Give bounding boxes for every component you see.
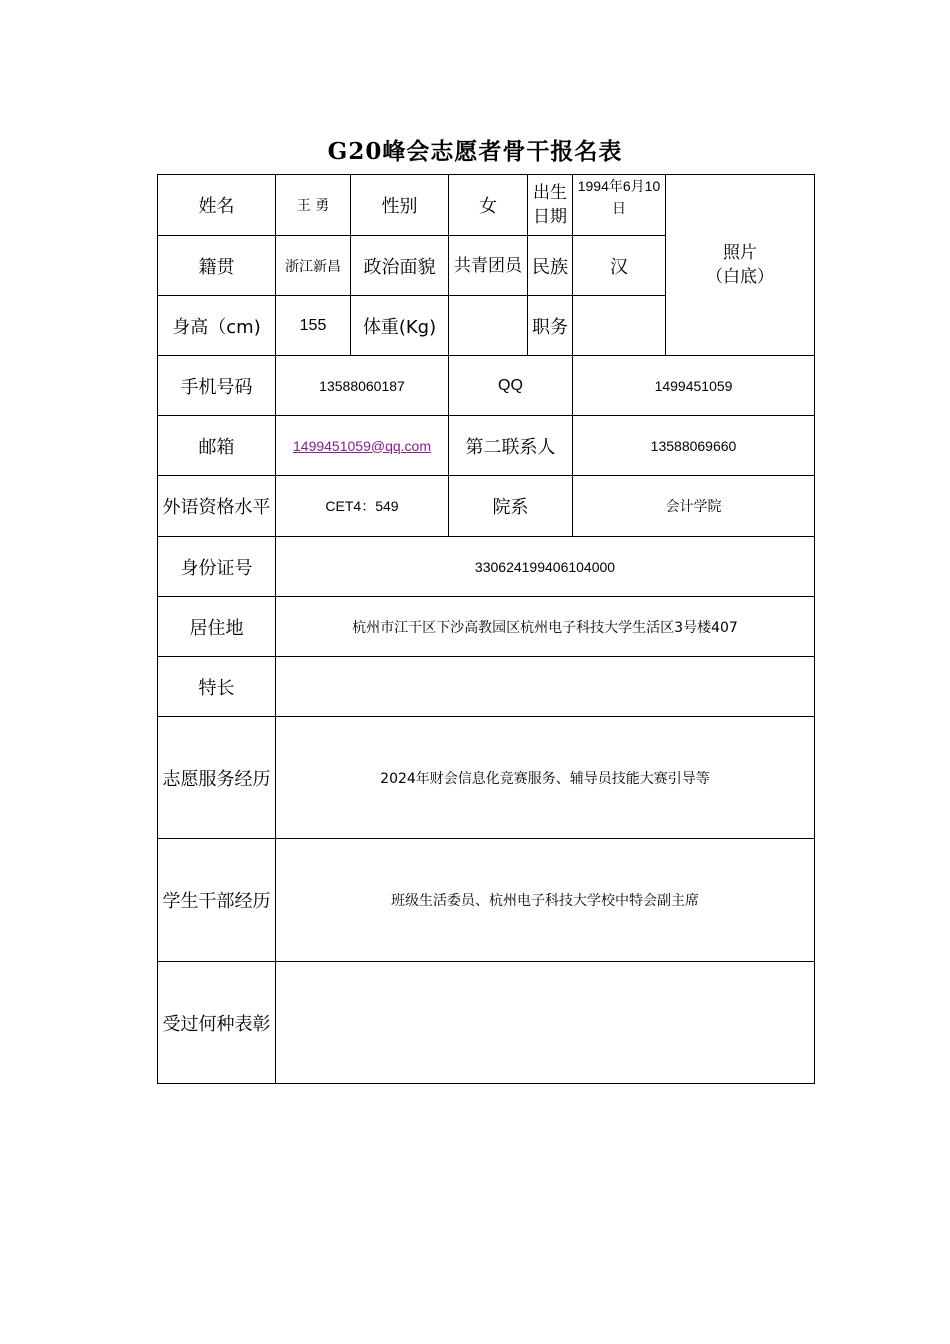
language-level-label: 外语资格水平 bbox=[158, 476, 276, 537]
department-value[interactable]: 会计学院 bbox=[573, 476, 815, 537]
specialty-label: 特长 bbox=[158, 657, 276, 717]
height-value[interactable]: 155 bbox=[276, 296, 351, 356]
qq-label: QQ bbox=[449, 356, 573, 416]
height-label bbox=[158, 296, 276, 356]
id-number-value[interactable]: 330624199406104000 bbox=[276, 537, 815, 597]
birth-label: 出生日期 bbox=[528, 175, 573, 236]
weight-value[interactable] bbox=[449, 296, 528, 356]
gender-label: 性别 bbox=[351, 175, 449, 236]
form-title: G20峰会志愿者骨干报名表 bbox=[327, 138, 623, 165]
row-contact bbox=[158, 356, 815, 416]
language-level-value[interactable]: CET4：549 bbox=[276, 476, 449, 537]
second-contact-value[interactable]: 13588069660 bbox=[573, 416, 815, 476]
id-number-label: 身份证号 bbox=[158, 537, 276, 597]
native-place-label: 籍贯 bbox=[158, 236, 276, 296]
photo-hint: （白底） bbox=[706, 267, 774, 287]
address-label: 居住地 bbox=[158, 597, 276, 657]
ethnicity-value[interactable]: 汉 bbox=[573, 236, 666, 296]
honors-label: 受过何种表彰 bbox=[158, 962, 276, 1084]
cadre-experience-value[interactable]: 班级生活委员、杭州电子科技大学校中特会副主席 bbox=[276, 839, 815, 962]
email-link[interactable]: 1499451059@qq.com bbox=[293, 437, 431, 454]
name-value[interactable]: 王 勇 bbox=[276, 175, 351, 236]
position-label: 职务 bbox=[528, 296, 573, 356]
name-label: 姓名 bbox=[158, 175, 276, 236]
weight-label: 体重(Kg) bbox=[351, 296, 449, 356]
photo-label: 照片 bbox=[723, 243, 757, 263]
gender-value[interactable]: 女 bbox=[449, 175, 528, 236]
row-address bbox=[158, 597, 815, 657]
political-status-value[interactable]: 共青团员 bbox=[449, 236, 528, 296]
photo-box[interactable] bbox=[666, 175, 815, 356]
row-basic-1 bbox=[158, 175, 815, 236]
height-label-text: 身高（cm) bbox=[172, 316, 261, 338]
cadre-experience-label: 学生干部经历 bbox=[158, 839, 276, 962]
second-contact-label: 第二联系人 bbox=[449, 416, 573, 476]
registration-form-table bbox=[157, 174, 815, 1084]
position-value[interactable] bbox=[573, 296, 666, 356]
specialty-value[interactable] bbox=[276, 657, 815, 717]
volunteer-experience-value[interactable]: 2024年财会信息化竞赛服务、辅导员技能大赛引导等 bbox=[276, 717, 815, 839]
volunteer-experience-label: 志愿服务经历 bbox=[158, 717, 276, 839]
address-value[interactable]: 杭州市江干区下沙高教园区杭州电子科技大学生活区3号楼407 bbox=[276, 597, 815, 657]
row-volunteer bbox=[158, 717, 815, 839]
row-honors bbox=[158, 962, 815, 1084]
political-status-label: 政治面貌 bbox=[351, 236, 449, 296]
ethnicity-label: 民族 bbox=[528, 236, 573, 296]
phone-value[interactable]: 13588060187 bbox=[276, 356, 449, 416]
row-id bbox=[158, 537, 815, 597]
department-label: 院系 bbox=[449, 476, 573, 537]
row-language bbox=[158, 476, 815, 537]
honors-value[interactable] bbox=[276, 962, 815, 1084]
row-email bbox=[158, 416, 815, 476]
phone-label: 手机号码 bbox=[158, 356, 276, 416]
qq-value[interactable]: 1499451059 bbox=[573, 356, 815, 416]
birth-value[interactable]: 1994年6月10日 bbox=[573, 175, 666, 236]
row-specialty bbox=[158, 657, 815, 717]
email-value-cell bbox=[276, 416, 449, 476]
row-cadre bbox=[158, 839, 815, 962]
native-place-value[interactable]: 浙江新昌 bbox=[276, 236, 351, 296]
email-label: 邮箱 bbox=[158, 416, 276, 476]
